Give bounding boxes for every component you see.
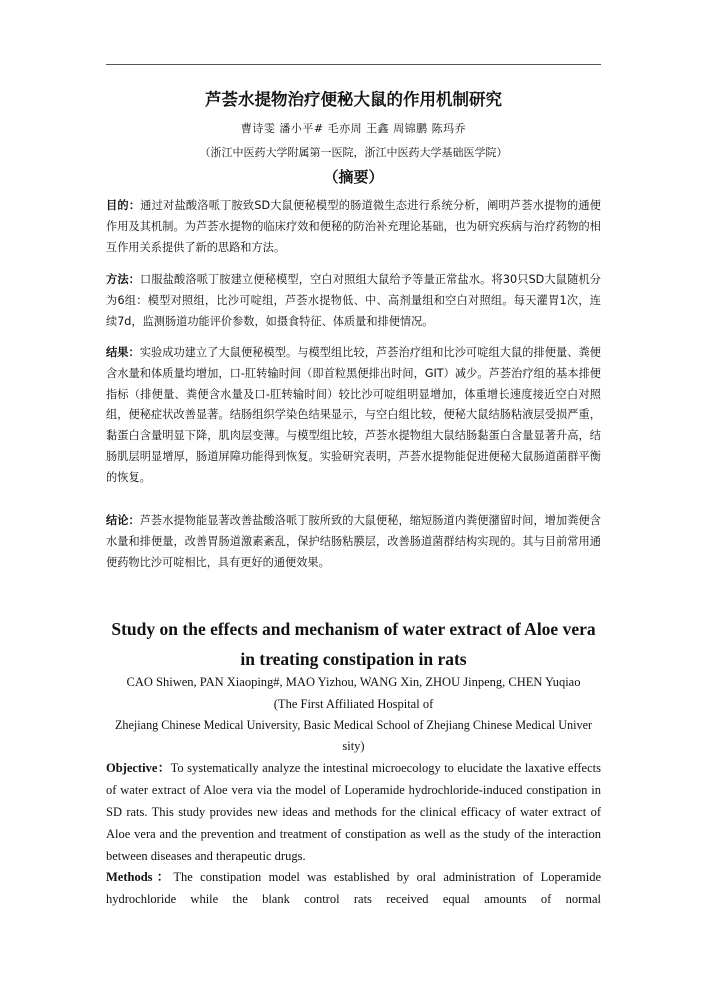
chinese-results-text: 实验成功建立了大鼠便秘模型。与模型组比较，芦荟治疗组和比沙可啶组大鼠的排便量、粪便含水量和体质量均增加，口-肛转输时间（即首粒黑便排出时间，GIT）减少。芦荟治疗组的基本排便指标（排便量、粪便含水量及口-肛转输时间）较比沙可啶组明显增加，体重增长速度接近空白对照组，便秘症状改善显著。结肠组织学染色结果显示，与空白组比较，便秘大鼠结肠粘液层受损严重，黏蛋白含量明显下降，肌肉层变薄。与模型组比较，芦荟水提物组大鼠结肠黏蛋白含量显著升高，结肠肌层明显增厚，肠道屏障功能得到恢复。实验研究表明，芦荟水提物能促进便秘大鼠肠道菌群平衡的恢复。 <box>106 346 601 484</box>
english-methods-text: The constipation model was established by oral administration of Loperamide hydrochloride while the blank control rats received equal amounts of normal <box>106 870 601 906</box>
chinese-conclusion-label: 结论： <box>106 514 140 527</box>
chinese-objective-text: 通过对盐酸洛哌丁胺致SD大鼠便秘模型的肠道微生态进行系统分析，阐明芦荟水提物的通便作用及其机制。为芦荟水提物的临床疗效和便秘的防治补充理论基础，也为研究疾病与治疗药物的相互作用关系提供了新的思路和方法。 <box>106 199 601 254</box>
chinese-results-label: 结果： <box>106 346 140 359</box>
chinese-authors: 曹诗雯 潘小平# 毛亦周 王鑫 周锦鹏 陈玛乔 <box>240 122 467 135</box>
english-affiliation-line3: sity) <box>342 739 365 753</box>
english-affiliation-line2: Zhejiang Chinese Medical University, Basic Medical School of Zhejiang Chinese Medical Univer <box>114 718 593 732</box>
chinese-methods-text: 口服盐酸洛哌丁胺建立便秘模型，空白对照组大鼠给予等量正常盐水。将30只SD大鼠随机分为6组：模型对照组，比沙可啶组，芦荟水提物低、中、高剂量组和空白对照组。每天灌胃1次，连续7d，监测肠道功能评价参数，如摄食特征、体质量和排便情况。 <box>106 273 601 328</box>
chinese-conclusion-paragraph <box>106 511 601 573</box>
english-objective-paragraph <box>106 757 601 867</box>
chinese-objective-paragraph <box>106 196 601 258</box>
header-rule <box>106 64 601 65</box>
chinese-title: 芦荟水提物治疗便秘大鼠的作用机制研究 <box>205 90 502 109</box>
chinese-abstract-heading: （摘要） <box>323 168 384 186</box>
english-objective-label: Objective： <box>106 761 171 775</box>
english-title: Study on the effects and mechanism of water extract of Aloe vera in treating constipation in rats <box>111 619 596 669</box>
english-authors: CAO Shiwen, PAN Xiaoping#, MAO Yizhou, WANG Xin, ZHOU Jinpeng, CHEN Yuqiao <box>126 675 581 689</box>
chinese-methods-paragraph <box>106 270 601 332</box>
chinese-results-paragraph <box>106 343 601 489</box>
english-methods-paragraph <box>106 866 601 910</box>
english-affiliation-line1: (The First Affiliated Hospital of <box>273 697 434 711</box>
english-methods-label: Methods： <box>106 870 174 884</box>
chinese-methods-label: 方法： <box>106 273 141 286</box>
chinese-affiliation: （浙江中医药大学附属第一医院，浙江中医药大学基础医学院） <box>199 146 508 159</box>
english-objective-text: To systematically analyze the intestinal microecology to elucidate the laxative effects of water extract of Aloe vera via the model of Loperamide hydrochloride-induced constipation in SD rats. This study provides new ideas and methods for the clinical efficacy of water extract of Aloe vera and the prevention and treatment of constipation as well as the study of the interaction between diseases and therapeutic drugs. <box>106 761 601 863</box>
chinese-conclusion-text: 芦荟水提物能显著改善盐酸洛哌丁胺所致的大鼠便秘，缩短肠道内粪便潴留时间，增加粪便含水量和排便量，改善胃肠道激素紊乱，保护结肠粘膜层，改善肠道菌群结构实现的。其与目前常用通便药物比沙可啶相比，具有更好的通便效果。 <box>106 514 601 569</box>
chinese-objective-label: 目的： <box>106 199 141 212</box>
